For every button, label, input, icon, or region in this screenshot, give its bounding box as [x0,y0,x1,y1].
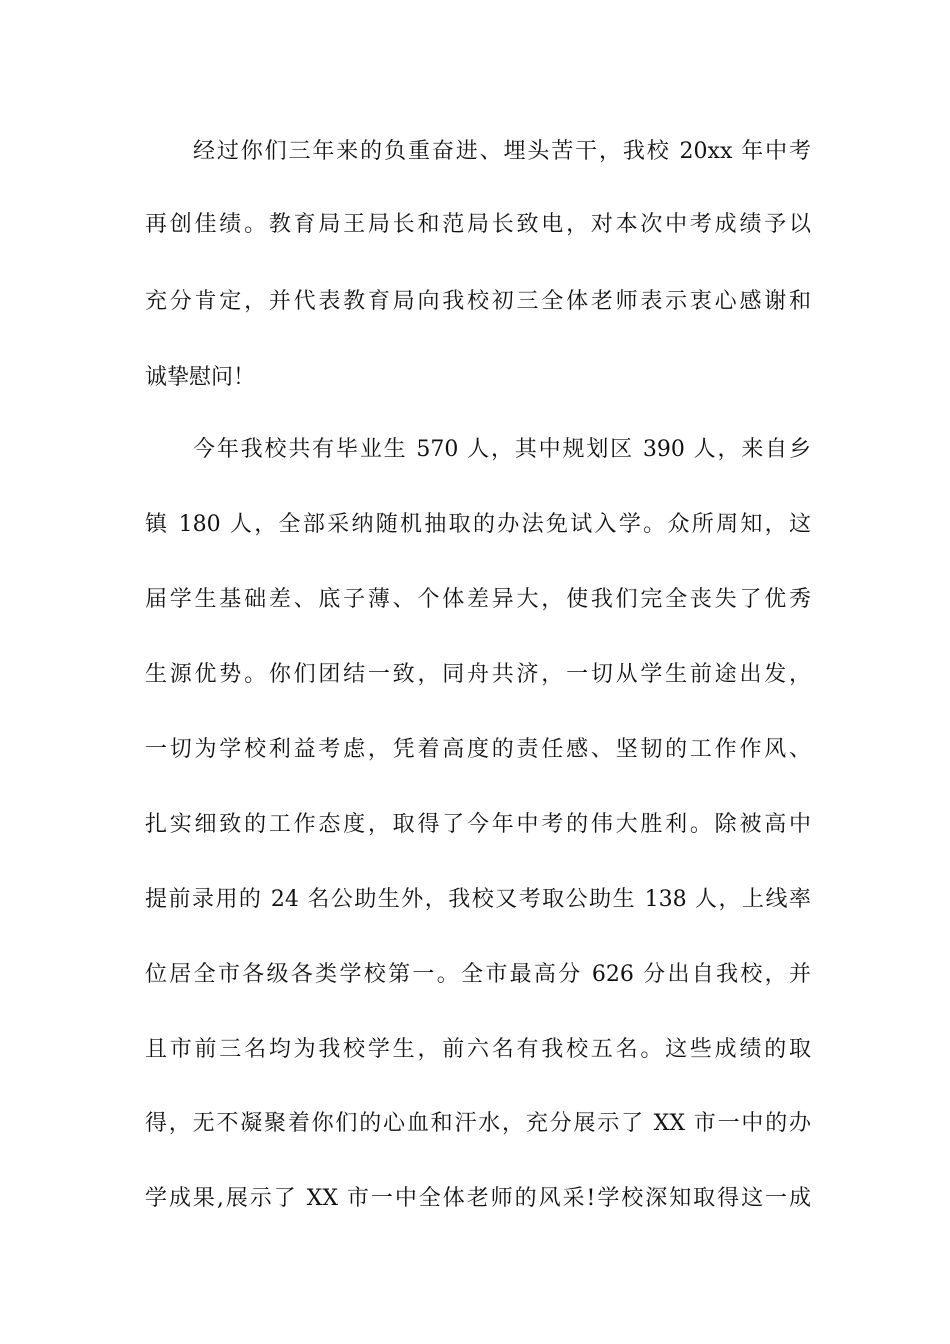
paragraph-2-line-11: 学成果,展示了 XX 市一中全体老师的风采!学校深知取得这一成 [145,1186,811,1211]
paragraph-1-line-4: 诚挚慰问！ [145,365,256,390]
paragraph-1-line-1: 经过你们三年来的负重奋进、埋头苦干，我校 20xx 年中考 [193,139,811,164]
paragraph-2-line-8: 位居全市各级各类学校第一。全市最高分 626 分出自我校，并 [145,962,811,987]
paragraph-2-line-2: 镇 180 人，全部采纳随机抽取的办法免试入学。众所周知，这 [145,512,811,537]
paragraph-2-line-4: 生源优势。你们团结一致，同舟共济，一切从学生前途出发， [145,662,811,687]
paragraph-1-line-3: 充分肯定，并代表教育局向我校初三全体老师表示衷心感谢和 [145,289,811,314]
paragraph-2-line-3: 届学生基础差、底子薄、个体差异大，使我们完全丧失了优秀 [145,587,811,612]
paragraph-2-line-6: 扎实细致的工作态度，取得了今年中考的伟大胜利。除被高中 [145,812,811,837]
paragraph-2-line-5: 一切为学校利益考虑，凭着高度的责任感、坚韧的工作作风、 [145,737,811,762]
paragraph-1-line-2: 再创佳绩。教育局王局长和范局长致电，对本次中考成绩予以 [145,212,811,237]
paragraph-2-line-1: 今年我校共有毕业生 570 人，其中规划区 390 人，来自乡 [193,437,811,462]
paragraph-2-line-7: 提前录用的 24 名公助生外，我校又考取公助生 138 人，上线率 [145,887,811,912]
paragraph-2-line-9: 且市前三名均为我校学生，前六名有我校五名。这些成绩的取 [145,1037,811,1062]
paragraph-2-line-10: 得，无不凝聚着你们的心血和汗水，充分展示了 XX 市一中的办 [145,1111,811,1136]
